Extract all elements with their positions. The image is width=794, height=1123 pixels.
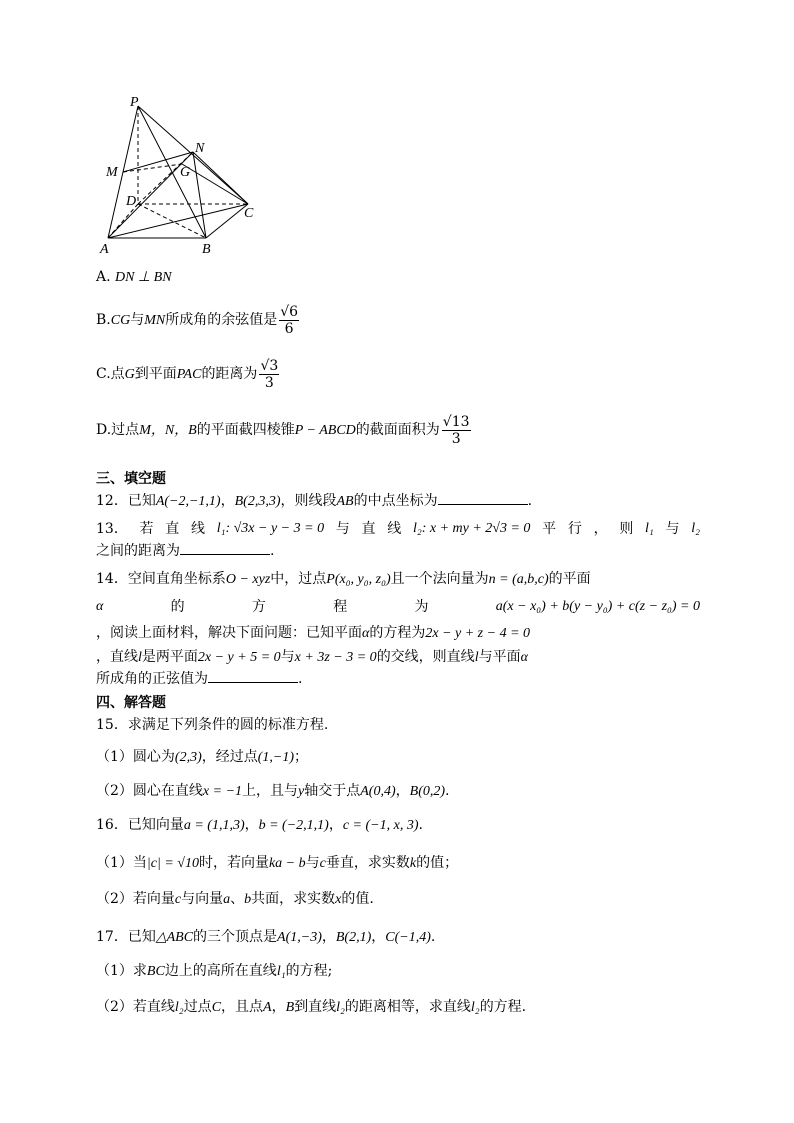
question-15-part-1: （1）圆心为(2,3)，经过点(1,−1)； <box>96 749 309 765</box>
question-16-stem: 16．已知向量a = (1,1,3)，b = (−2,1,1)，c = (−1, x, 3). <box>96 817 423 833</box>
segment-NC <box>193 152 248 204</box>
question-12: 12．已知A(−2,−1,1)，B(2,3,3)，则线段AB的中点坐标为 . <box>96 490 700 513</box>
section-title-fill-in: 三、填空题 <box>96 471 166 487</box>
question-14-line-3: ，阅读上面材料，解决下面问题：已知平面α的方程为2x − y + z − 4 = 0 <box>96 625 531 641</box>
question-13-line-1: 13． 若 直 线 l₁: √3x − y − 3 = 0 与 直 线 l₂: x + my + 2√3 = 0 平 行 ， 则 l₁ 与 l₂ <box>96 521 700 537</box>
pyramid-diagram <box>96 92 266 262</box>
label-C: C <box>244 206 254 221</box>
fraction: $\frac{√6}{6}$ <box>280 303 299 337</box>
label-N: N <box>195 141 205 156</box>
question-17-stem: 17．已知△ABC的三个顶点是A(1,−3)，B(2,1)，C(−1,4). <box>96 929 436 945</box>
edge-DA <box>108 204 138 238</box>
question-13-line-2: 之间的距离为 . <box>96 540 700 562</box>
option-a: A. DN ⊥ BN <box>96 269 172 285</box>
answer-blank[interactable] <box>180 540 270 555</box>
option-c: C.点G到平面PAC的距离为 $\frac{√3}{3}$ <box>96 357 279 391</box>
fraction: $\frac{√3}{3}$ <box>260 357 279 391</box>
segment-GC <box>182 164 248 204</box>
label-A: A <box>100 242 109 257</box>
answer-blank[interactable] <box>438 490 528 505</box>
pyramid-figure <box>96 92 266 262</box>
fraction: $\frac{√13}{3}$ <box>442 413 470 447</box>
question-14-line-2: α 的 方 程 为 a(x − x₀) + b(y − y₀) + c(z − z₀) = 0 <box>96 599 700 615</box>
label-M: M <box>106 165 118 180</box>
question-14-line-1: 14．空间直角坐标系O − xyz中，过点P(x₀, y₀, z₀)且一个法向量为n = (a,b,c)的平面 <box>96 571 591 587</box>
label-B: B <box>202 242 211 257</box>
option-b: B.CG与MN所成角的余弦值是 $\frac{√6}{6}$ <box>96 303 299 337</box>
question-17-part-2: （2）若直线l₂过点C，且点A，B到直线l₂的距离相等，求直线l₂的方程. <box>96 999 527 1015</box>
question-14-line-4: ，直线l是两平面2x − y + 5 = 0与x + 3z − 3 = 0的交线，则直线l与平面α <box>96 649 528 665</box>
segment-MG <box>123 164 182 172</box>
question-15-stem: 15．求满足下列条件的圆的标准方程. <box>96 717 329 733</box>
question-16-part-2: （2）若向量c与向量a、b共面，求实数x的值. <box>96 891 374 907</box>
label-D: D <box>126 194 137 209</box>
label-G: G <box>180 165 191 180</box>
question-17-part-1: （1）求BC边上的高所在直线l₁的方程; <box>96 963 333 979</box>
segment-DB <box>138 204 206 238</box>
question-15-part-2: （2）圆心在直线x = −1上，且与y轴交于点A(0,4)，B(0,2). <box>96 783 450 799</box>
question-14-line-5: 所成角的正弦值为 . <box>96 668 700 690</box>
question-16-part-1: （1）当|c| = √10时，若向量ka − b与c垂直，求实数k的值； <box>96 855 459 871</box>
answer-blank[interactable] <box>208 668 298 683</box>
label-P: P <box>130 95 139 110</box>
option-d: D.过点M，N，B的平面截四棱锥P − ABCD的截面面积为 $\frac{√13}{3}$ <box>96 413 470 447</box>
section-title-answer: 四、解答题 <box>96 695 166 711</box>
